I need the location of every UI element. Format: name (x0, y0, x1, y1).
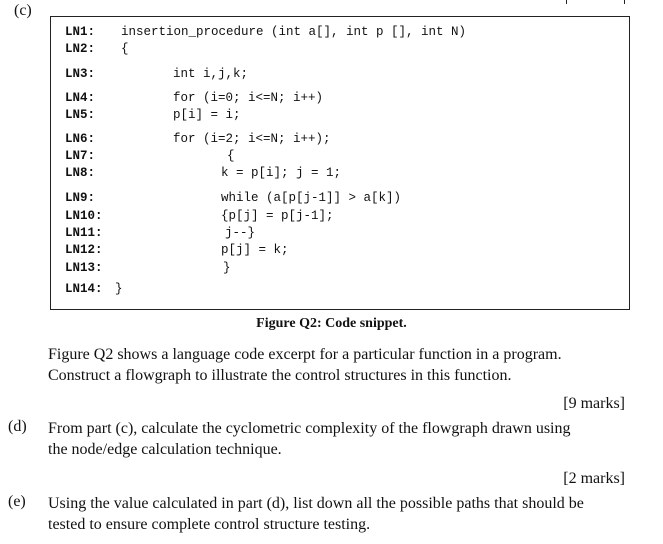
code-line: for (i=0; i<=N; i++) (173, 91, 324, 105)
line-number: LN11: (65, 226, 103, 240)
page-edge-mark (624, 0, 625, 4)
code-line: { (227, 149, 235, 163)
line-number: LN4: (65, 91, 96, 105)
part-d-label: (d) (8, 418, 27, 435)
line-number: LN13: (65, 261, 103, 275)
code-line: } (223, 261, 231, 275)
code-line: p[i] = i; (173, 108, 241, 122)
code-line: insertion_procedure (int a[], int p [], int N) (121, 25, 467, 39)
question-text: Construct a flowgraph to illustrate the control structures in this function. (48, 367, 512, 384)
code-line: j--} (225, 226, 256, 240)
question-text: Using the value calculated in part (d), list down all the possible paths that should be (48, 495, 584, 512)
code-snippet-box (50, 16, 630, 310)
part-e-label: (e) (8, 493, 26, 510)
line-number: LN5: (65, 108, 96, 122)
marks-label: [9 marks] (563, 395, 625, 412)
line-number: LN12: (65, 243, 103, 257)
line-number: LN9: (65, 191, 96, 205)
line-number: LN6: (65, 132, 96, 146)
line-number: LN7: (65, 149, 96, 163)
line-number: LN8: (65, 166, 96, 180)
line-number: LN1: (65, 25, 96, 39)
code-line: { (121, 42, 129, 56)
line-number: LN2: (65, 42, 96, 56)
code-line: k = p[i]; j = 1; (221, 166, 342, 180)
question-text: Figure Q2 shows a language code excerpt for a particular function in a program. (48, 346, 562, 363)
part-c-label: (c) (14, 2, 32, 19)
code-line: for (i=2; i<=N; i++); (173, 132, 331, 146)
marks-label: [2 marks] (563, 470, 625, 487)
code-line: p[j] = k; (221, 243, 289, 257)
code-line: {p[j] = p[j-1]; (221, 209, 334, 223)
line-number: LN3: (65, 67, 96, 81)
page-edge-mark (566, 0, 567, 4)
figure-caption: Figure Q2: Code snippet. (256, 316, 407, 331)
code-line: int i,j,k; (173, 67, 249, 81)
code-line: while (a[p[j-1]] > a[k]) (221, 191, 402, 205)
line-number: LN14: (65, 282, 103, 296)
question-text: the node/edge calculation technique. (48, 441, 282, 458)
code-line: } (115, 282, 123, 296)
question-text: tested to ensure complete control structure testing. (48, 516, 371, 533)
line-number: LN10: (65, 209, 103, 223)
question-text: From part (c), calculate the cyclometric complexity of the flowgraph drawn using (48, 420, 571, 437)
